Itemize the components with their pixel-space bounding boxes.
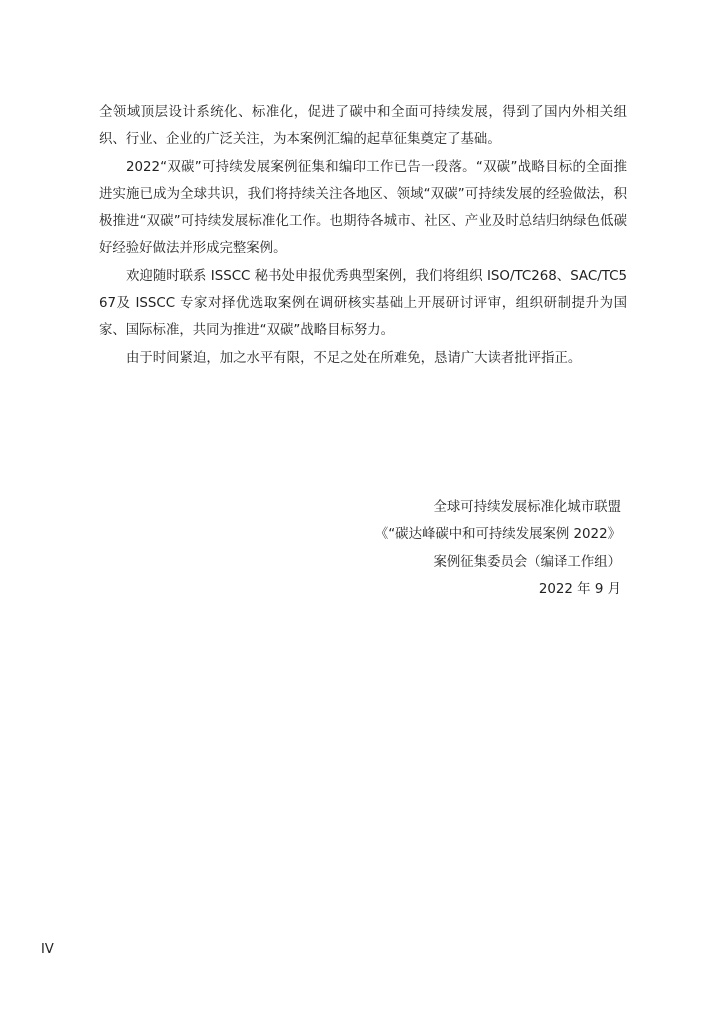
paragraph-invitation: 欢迎随时联系 ISSCC 秘书处申报优秀典型案例，我们将组织 ISO/TC268、SAC/TC567及 ISSCC 专家对择优选取案例在调研核实基础上开展研讨评审，组织研制提升为国家、国际标准，共同为推进“双碳”战略目标努力。 [99,268,627,339]
paragraph-continuation: 全领域顶层设计系统化、标准化，促进了碳中和全面可持续发展，得到了国内外相关组织、行业、企业的广泛关注，为本案例汇编的起草征集奠定了基础。 [99,105,627,148]
page-number: IV [41,942,54,957]
paragraph-apology: 由于时间紧迫，加之水平有限，不足之处在所难免，恳请广大读者批评指正。 [126,350,582,366]
signature-publication: 《“碳达峰碳中和可持续发展案例 2022》 [374,527,621,543]
signature-committee: 案例征集委员会（编译工作组） [433,554,621,570]
signature-block [375,494,621,603]
signature-date: 2022 年 9 月 [538,581,621,597]
paragraph-collection-summary: 2022“双碳”可持续发展案例征集和编印工作已告一段落。“双碳”战略目标的全面推进实施已成为全球共识，我们将持续关注各地区、领域“双碳”可持续发展的经验做法，积极推进“双碳”可持续发展标准化工作。也期待各城市、社区、产业及时总结归纳绿色低碳好经验好做法并形成完整案例。 [99,159,627,257]
body-text [99,99,627,372]
signature-organization: 全球可持续发展标准化城市联盟 [433,500,621,515]
